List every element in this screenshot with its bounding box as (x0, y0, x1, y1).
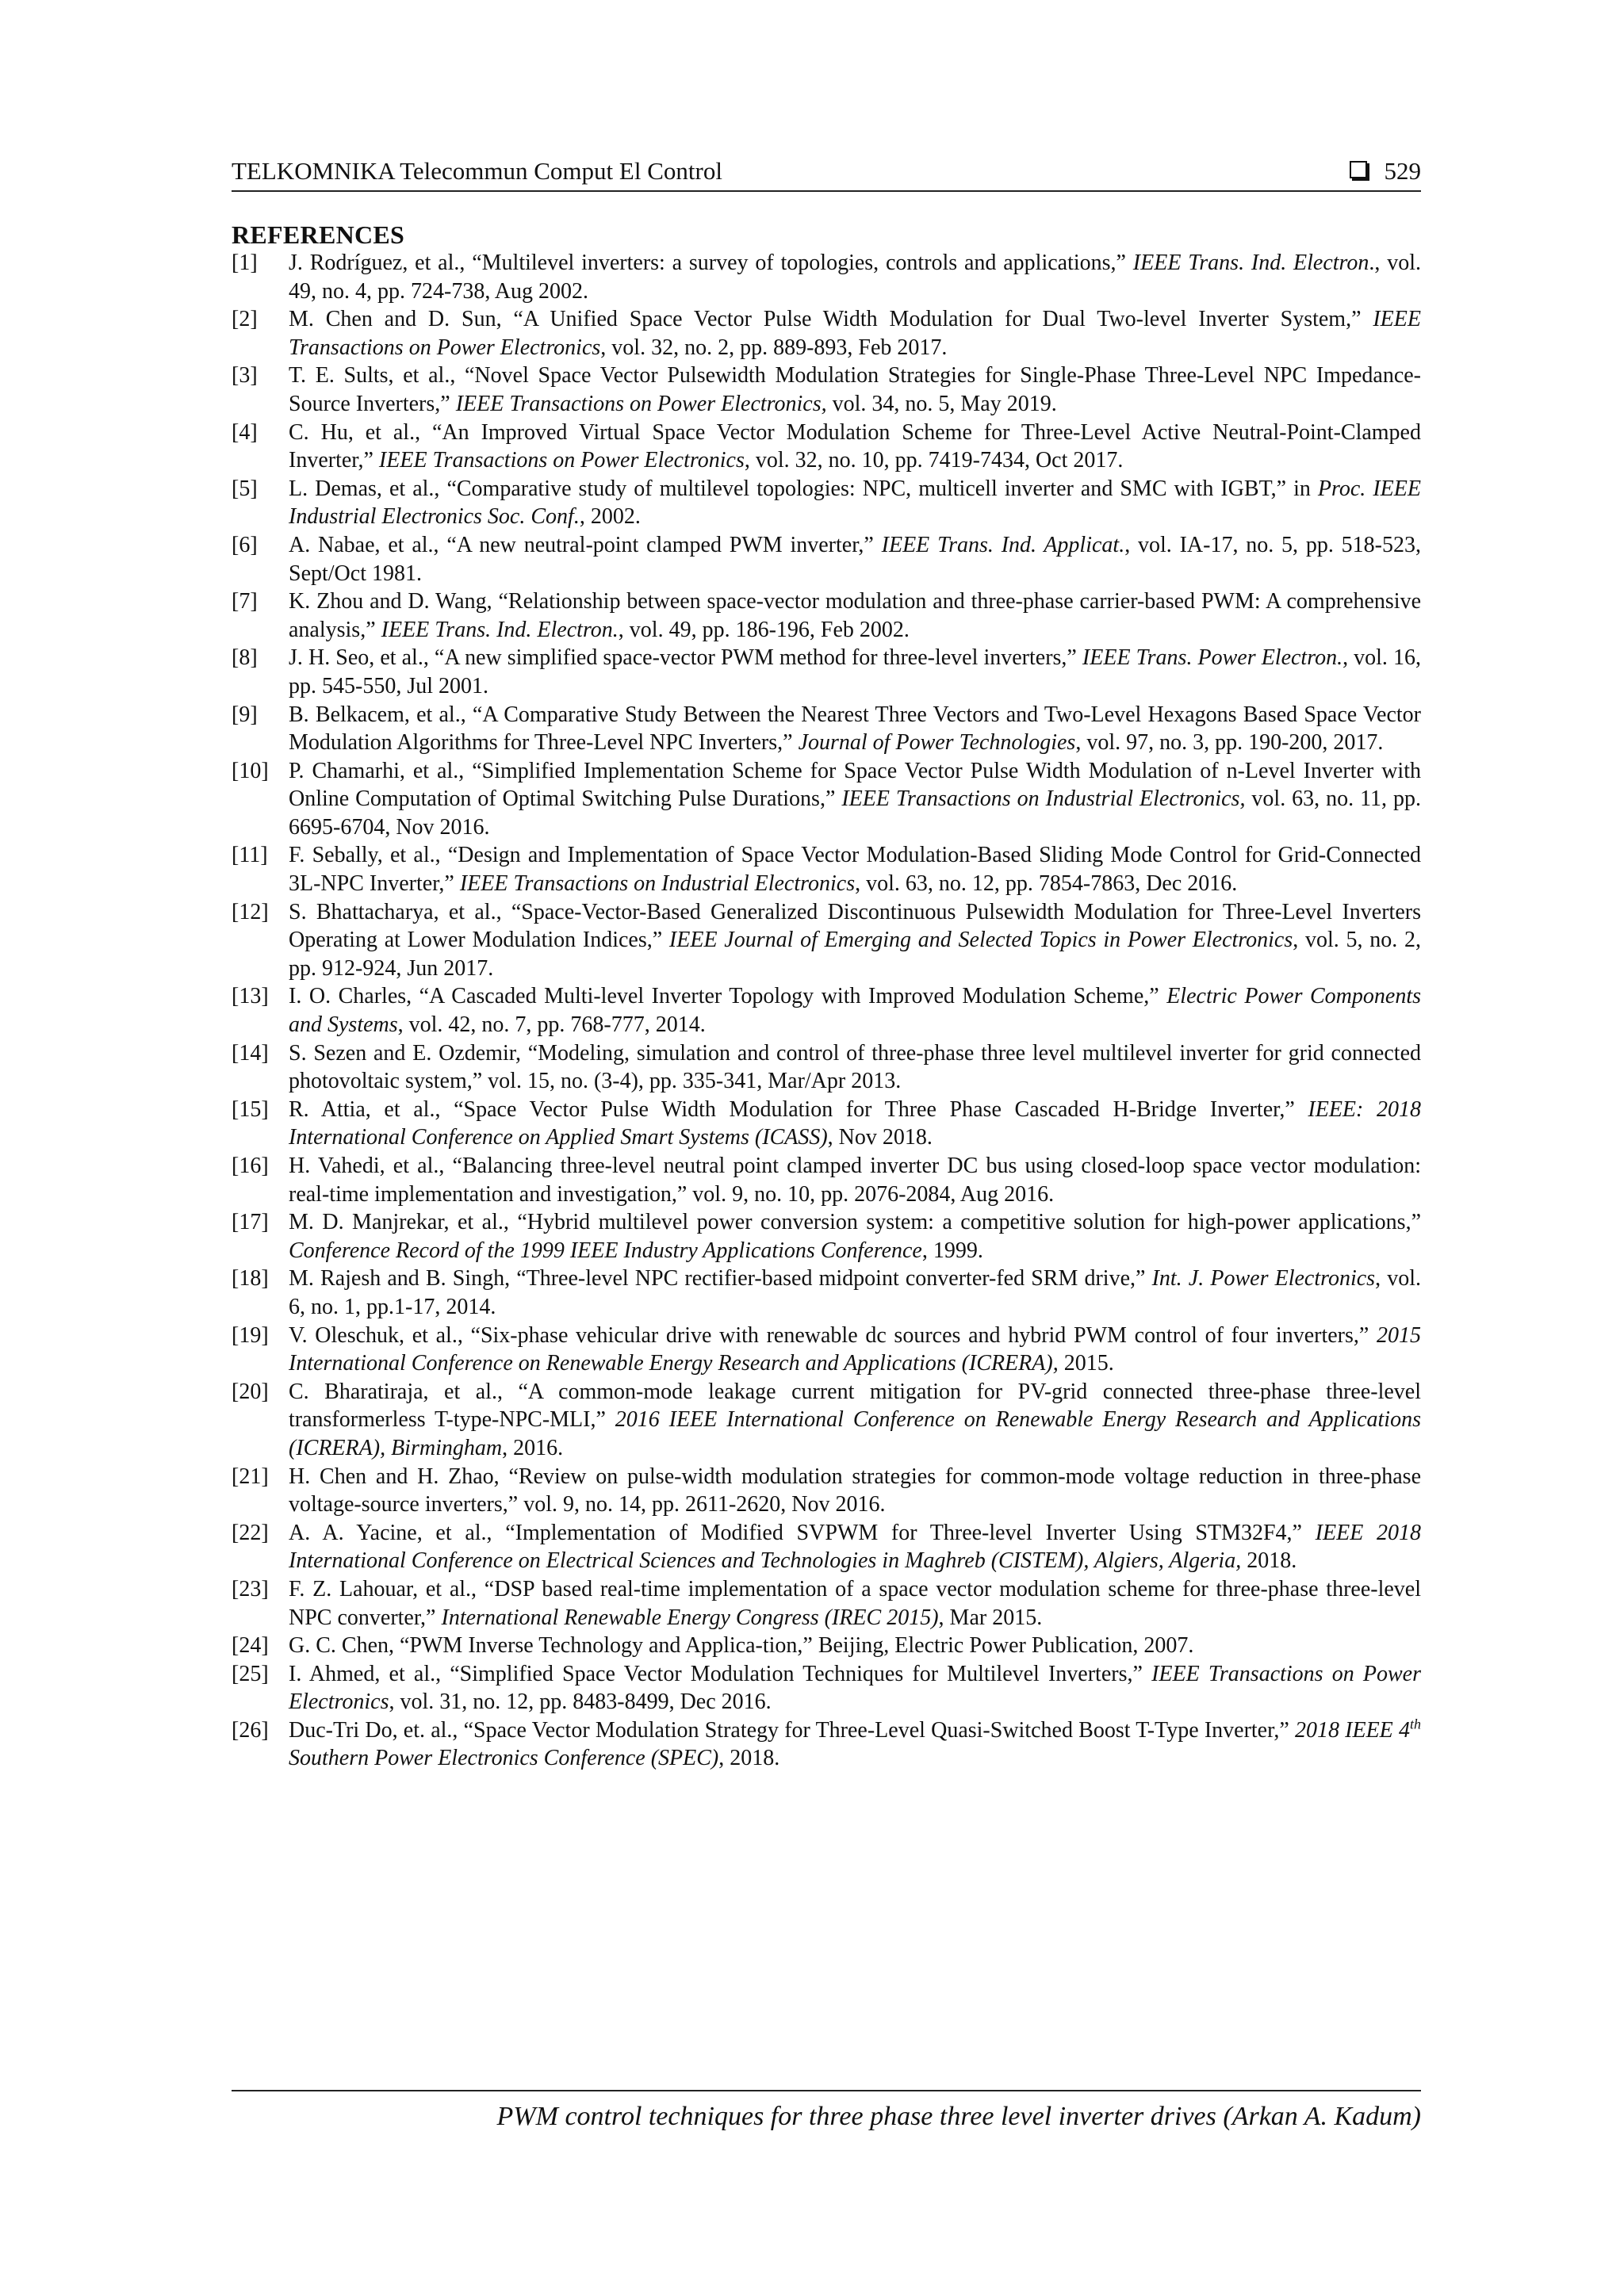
reference-text (289, 587, 1421, 644)
reference-text-segment: A. Nabae, et al., “A new neutral-point clamped PWM inverter,” (289, 532, 882, 557)
reference-text (289, 1208, 1421, 1265)
reference-item (232, 249, 1421, 305)
reference-text-segment: , 2002. (579, 504, 641, 530)
reference-number: [6] (232, 532, 258, 557)
reference-text-segment: C. Bharatiraja, et al., “A common-mode leakage current mitigation for PV-grid connected three-phase three-level transformerless T-type-NPC-MLI,” (289, 1379, 1421, 1433)
reference-number: [7] (232, 589, 258, 614)
reference-text-segment: H. Vahedi, et al., “Balancing three-level neutral point clamped inverter DC bus using closed-loop space vector modulation: real-time implementation and investigation,” vol. 9, no. 10, pp. 2076-2084, Aug 2016. (289, 1154, 1421, 1207)
reference-number: [21] (232, 1464, 269, 1489)
reference-item (232, 1096, 1421, 1152)
reference-text-segment: , vol. 63, no. 12, pp. 7854-7863, Dec 2016. (855, 871, 1238, 897)
reference-text (289, 1519, 1421, 1575)
reference-item (232, 1378, 1421, 1463)
reference-text-segment: A. A. Yacine, et al., “Implementation of Modified SVPWM for Three-level Inverter Using STM32F4,” (289, 1520, 1316, 1545)
reference-text-segment: F. Z. Lahouar, et al., “DSP based real-time implementation of a space vector modulation scheme for three-phase three-level NPC converter,” (289, 1576, 1421, 1630)
reference-text (289, 1378, 1421, 1463)
reference-number: [5] (232, 476, 258, 501)
reference-text-segment: R. Attia, et al., “Space Vector Pulse Width Modulation for Three Phase Cascaded H-Bridge Inverter,” (289, 1096, 1308, 1122)
reference-item (232, 1660, 1421, 1716)
reference-item (232, 531, 1421, 587)
reference-text (289, 757, 1421, 842)
reference-text (289, 644, 1421, 700)
reference-item (232, 587, 1421, 644)
reference-text-segment: F. Sebally, et al., “Design and Implementation of Space Vector Modulation-Based Sliding Mode Control for Grid-Connected 3L-NPC Inverter,” (289, 843, 1421, 897)
reference-text (289, 1463, 1421, 1519)
reference-text (289, 898, 1421, 983)
reference-item (232, 362, 1421, 418)
reference-number: [14] (232, 1040, 269, 1066)
reference-number: [18] (232, 1266, 269, 1292)
reference-text (289, 249, 1421, 305)
reference-number: [12] (232, 899, 269, 924)
reference-text-segment: , 2018. (718, 1746, 780, 1771)
reference-text (289, 475, 1421, 531)
reference-text-segment: 2015. (1058, 1351, 1114, 1376)
reference-text (289, 1322, 1421, 1378)
reference-text (289, 1039, 1421, 1096)
reference-text-segment: vol. 34, no. 5, May 2019. (826, 391, 1057, 416)
reference-source-italic: IEEE Transactions on Industrial Electronics, (841, 786, 1246, 812)
reference-item (232, 1152, 1421, 1208)
reference-source-italic: 2015 International Conference on Renewable Energy Research and Applications (ICRERA), (289, 1322, 1421, 1376)
reference-number: [20] (232, 1379, 269, 1404)
reference-source-italic: Proc. IEEE Industrial Electronics Soc. Conf. (289, 476, 1421, 530)
reference-item (232, 644, 1421, 700)
reference-text (289, 305, 1421, 362)
reference-text (289, 531, 1421, 587)
reference-item (232, 701, 1421, 757)
reference-source-italic: Southern Power Electronics Conference (SPEC) (289, 1746, 719, 1771)
reference-text-segment: T. E. Sults, et al., “Novel Space Vector Pulsewidth Modulation Strategies for Single-Phase Three-Level NPC Impedance-Source Inverters,” (289, 363, 1421, 416)
reference-item (232, 1632, 1421, 1660)
reference-text (289, 1096, 1421, 1152)
reference-item (232, 419, 1421, 475)
reference-text-segment: C. Hu, et al., “An Improved Virtual Space Vector Modulation Scheme for Three-Level Active Neutral-Point-Clamped Inverter,” (289, 419, 1421, 473)
reference-text-segment: V. Oleschuk, et al., “Six-phase vehicular drive with renewable dc sources and hybrid PWM control of four inverters,” (289, 1322, 1377, 1348)
footer-citation: PWM control techniques for three phase three level inverter drives (Arkan A. Kadum) (496, 2102, 1421, 2131)
reference-list (232, 249, 1421, 1773)
reference-source-italic: International Renewable Energy Congress (IREC 2015) (441, 1605, 939, 1630)
reference-text-segment: P. Chamarhi, et al., “Simplified Implementation Scheme for Space Vector Pulse Width Modulation of n-Level Inverter with Online Computation of Optimal Switching Pulse Durations,” (289, 758, 1421, 812)
reference-number: [16] (232, 1154, 269, 1178)
reference-source-italic: IEEE Transactions on Power Electronics (289, 1661, 1421, 1715)
reference-source-italic: Journal of Power Technologies (798, 730, 1076, 756)
reference-text (289, 982, 1421, 1039)
reference-source-italic: IEEE Transactions on Power Electronics, (455, 391, 827, 416)
reference-item (232, 898, 1421, 983)
reference-text-segment: L. Demas, et al., “Comparative study of multilevel topologies: NPC, multicell inverter and SMC with IGBT,” in (289, 476, 1318, 501)
reference-text-segment: M. Rajesh and B. Singh, “Three-level NPC rectifier-based midpoint converter-fed SRM drive,” (289, 1266, 1152, 1292)
reference-source-italic: 2016 IEEE International Conference on Renewable Energy Research and Applications (ICRERA), Birmingham (289, 1407, 1421, 1460)
checkbox-square-icon (1350, 161, 1367, 178)
reference-text-segment: J. H. Seo, et al., “A new simplified space-vector PWM method for three-level inverters,” (289, 645, 1082, 671)
reference-number: [1] (232, 251, 258, 275)
reference-number: [23] (232, 1576, 269, 1601)
reference-number: [15] (232, 1096, 269, 1122)
reference-text-segment: , Nov 2018. (827, 1125, 933, 1150)
reference-source-italic: IEEE: 2018 International Conference on Applied Smart Systems (ICASS) (289, 1096, 1421, 1150)
reference-text (289, 419, 1421, 475)
reference-item (232, 475, 1421, 531)
reference-text-segment: , Mar 2015. (938, 1605, 1043, 1630)
reference-source-italic: IEEE Transactions on Power Electronics (378, 448, 745, 473)
reference-text-segment: , vol. IA-17, no. 5, pp. 518-523, Sept/Oct 1981. (289, 532, 1421, 586)
reference-item (232, 1519, 1421, 1575)
reference-number: [11] (232, 843, 268, 868)
reference-source-italic: 2018 IEEE 4 (1294, 1717, 1410, 1743)
reference-text (289, 701, 1421, 757)
reference-text-segment: K. Zhou and D. Wang, “Relationship between space-vector modulation and three-phase carrier-based PWM: A comprehensive analysis,” (289, 589, 1421, 642)
reference-item (232, 1039, 1421, 1096)
page-number: 529 (1384, 157, 1421, 185)
reference-text-segment: M. Chen and D. Sun, “A Unified Space Vector Pulse Width Modulation for Dual Two-level Inverter System,” (289, 307, 1373, 332)
reference-item (232, 1716, 1421, 1773)
reference-source-italic: IEEE 2018 International Conference on Electrical Sciences and Technologies in Maghreb (CISTEM), Algiers, Algeria, (289, 1520, 1421, 1574)
reference-number: [24] (232, 1633, 269, 1659)
reference-text-segment: , vol. 97, no. 3, pp. 190-200, 2017. (1075, 730, 1384, 756)
journal-title: TELKOMNIKA Telecommun Comput El Control (232, 157, 722, 185)
reference-source-italic: IEEE Trans. Power Electron. (1082, 645, 1343, 671)
reference-text (289, 1152, 1421, 1208)
reference-text-segment: G. C. Chen, “PWM Inverse Technology and Applica-tion,” Beijing, Electric Power Publication, 2007. (289, 1633, 1194, 1659)
reference-text-segment: ., vol. 49, no. 4, pp. 724-738, Aug 2002. (289, 251, 1422, 304)
reference-number: [4] (232, 419, 258, 445)
references-heading: REFERENCES (232, 220, 405, 249)
reference-number: [25] (232, 1661, 269, 1686)
reference-text-segment: S. Sezen and E. Ozdemir, “Modeling, simulation and control of three-phase three level multilevel inverter for grid connected photovoltaic system,” vol. 15, no. (3-4), pp. 335-341, Mar/Apr 2013. (289, 1040, 1421, 1094)
reference-item (232, 982, 1421, 1039)
reference-source-italic: IEEE Journal of Emerging and Selected Topics in Power Electronics (668, 928, 1293, 953)
reference-text (289, 1632, 1421, 1660)
reference-number: [13] (232, 984, 269, 1009)
reference-number: [26] (232, 1717, 269, 1743)
reference-text-segment: , 2016. (502, 1435, 564, 1460)
reference-number: [3] (232, 363, 258, 388)
reference-text-segment: 2018. (1241, 1548, 1297, 1574)
reference-number: [8] (232, 645, 258, 671)
reference-text (289, 1660, 1421, 1716)
reference-source-italic: Conference Record of the 1999 IEEE Industry Applications Conference (289, 1238, 922, 1263)
reference-text-segment: , vol. 16, pp. 545-550, Jul 2001. (289, 645, 1422, 698)
reference-text-segment: J. Rodríguez, et al., “Multilevel inverters: a survey of topologies, controls and applications,” (289, 251, 1133, 275)
reference-text-segment: H. Chen and H. Zhao, “Review on pulse-width modulation strategies for common-mode voltage reduction in three-phase voltage-source inverters,” vol. 9, no. 14, pp. 2611-2620, Nov 2016. (289, 1464, 1421, 1517)
reference-text (289, 841, 1421, 897)
reference-source-italic: Int. J. Power Electronics (1151, 1266, 1376, 1292)
reference-number: [9] (232, 702, 258, 727)
reference-source-italic: IEEE Trans. Ind. Electron (1132, 251, 1369, 275)
reference-item (232, 1265, 1421, 1321)
reference-number: [19] (232, 1322, 269, 1348)
reference-item (232, 305, 1421, 362)
reference-text-segment: M. D. Manjrekar, et al., “Hybrid multilevel power conversion system: a competitive solution for high-power applications,” (289, 1210, 1421, 1235)
reference-text-segment: , vol. 32, no. 2, pp. 889-893, Feb 2017. (600, 335, 948, 360)
reference-text-segment: Duc-Tri Do, et. al., “Space Vector Modulation Strategy for Three-Level Quasi-Switched Boost T-Type Inverter,” (289, 1717, 1295, 1743)
reference-text-segment: , vol. 6, no. 1, pp.1-17, 2014. (289, 1266, 1421, 1319)
reference-source-italic: IEEE Transactions on Power Electronics (289, 307, 1421, 360)
reference-text-segment: , 1999. (921, 1238, 983, 1263)
reference-source-italic: Electric Power Components and Systems (289, 984, 1421, 1038)
reference-item (232, 757, 1421, 842)
reference-item (232, 1322, 1421, 1378)
footer-divider (232, 2090, 1421, 2091)
reference-text (289, 362, 1421, 418)
reference-text-segment: , vol. 31, no. 12, pp. 8483-8499, Dec 2016. (389, 1689, 772, 1715)
reference-source-italic: IEEE Trans. Ind. Applicat. (881, 532, 1125, 557)
page-header (232, 155, 1421, 192)
reference-item (232, 1463, 1421, 1519)
reference-source-italic: IEEE Transactions on Industrial Electronics (459, 871, 856, 897)
reference-number: [17] (232, 1210, 269, 1235)
reference-number: [2] (232, 307, 258, 332)
reference-text (289, 1265, 1421, 1321)
reference-source-italic: IEEE Trans. Ind. Electron. (381, 617, 619, 642)
reference-text-segment: B. Belkacem, et al., “A Comparative Study Between the Nearest Three Vectors and Two-Level Hexagons Based Space Vector Modulation Algorithms for Three-Level NPC Inverters,” (289, 702, 1421, 756)
reference-text-segment: , vol. 42, no. 7, pp. 768-777, 2014. (397, 1012, 706, 1038)
reference-source-italic: th (1409, 1716, 1421, 1732)
reference-number: [22] (232, 1520, 269, 1545)
reference-text-segment: , vol. 5, no. 2, pp. 912-924, Jun 2017. (289, 928, 1422, 981)
reference-item (232, 841, 1421, 897)
reference-item (232, 1575, 1421, 1632)
reference-text-segment: I. O. Charles, “A Cascaded Multi-level Inverter Topology with Improved Modulation Scheme,” (289, 984, 1167, 1009)
reference-text-segment: , vol. 49, pp. 186-196, Feb 2002. (618, 617, 910, 642)
reference-text-segment: S. Bhattacharya, et al., “Space-Vector-Based Generalized Discontinuous Pulsewidth Modulation for Three-Level Inverters Operating at Lower Modulation Indices,” (289, 899, 1421, 953)
reference-text (289, 1575, 1421, 1632)
reference-text-segment: , vol. 32, no. 10, pp. 7419-7434, Oct 2017. (744, 448, 1124, 473)
reference-text (289, 1716, 1421, 1773)
reference-text-segment: vol. 63, no. 11, pp. 6695-6704, Nov 2016. (289, 786, 1421, 840)
page-number-block (1350, 155, 1422, 187)
reference-number: [10] (232, 758, 269, 783)
reference-text-segment: I. Ahmed, et al., “Simplified Space Vector Modulation Techniques for Multilevel Inverters,” (289, 1661, 1152, 1686)
reference-item (232, 1208, 1421, 1265)
